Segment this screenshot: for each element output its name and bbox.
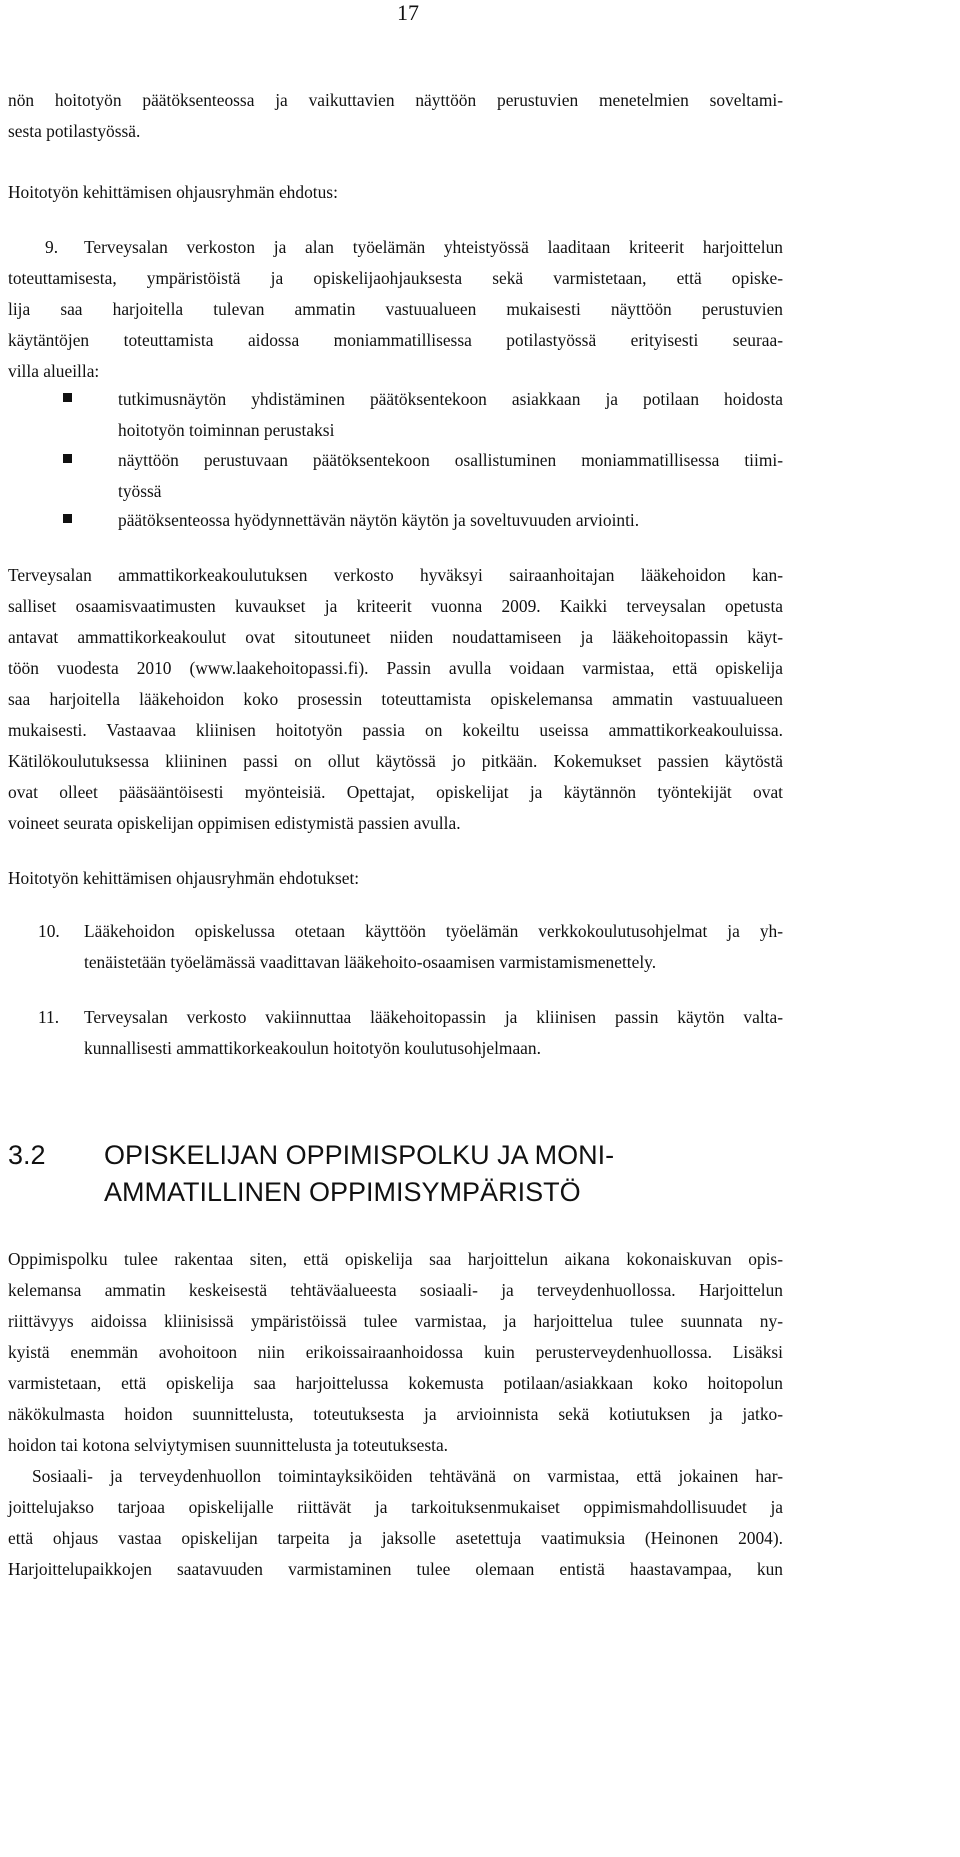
paragraph-line: Kätilökoulutuksessa kliininen passi on ollut käytössä jo pitkään. Kokemukset passien käytöstä xyxy=(8,751,783,771)
paragraph-line: Harjoittelupaikkojen saatavuuden varmistaminen tulee olemaan entistä haastavampaa, kun xyxy=(8,1559,783,1579)
list-item-number: 11. xyxy=(38,1007,60,1027)
paragraph-line: voineet seurata opiskelijan oppimisen edistymistä passien avulla. xyxy=(8,813,461,833)
list-item-line: lija saa harjoitella tulevan ammatin vastuualueen mukaisesti näyttöön perustuvien xyxy=(8,299,783,319)
list-item-line: villa alueilla: xyxy=(8,361,100,381)
paragraph-line: mukaisesti. Vastaavaa kliinisen hoitotyön passia on kokeiltu useissa ammattikorkeakouluissa. xyxy=(8,720,783,740)
paragraph-line: sesta potilastyössä. xyxy=(8,121,141,141)
bullet-line: työssä xyxy=(118,481,162,501)
paragraph-line: varmistetaan, että opiskelija saa harjoittelussa kokemusta potilaan/asiakkaan koko hoitopolun xyxy=(8,1373,783,1393)
section-number: 3.2 xyxy=(8,1140,46,1170)
paragraph-line: kyistä enemmän avohoitoon niin erikoissairaanhoidossa kuin perusterveydenhuollossa. Lisäksi xyxy=(8,1342,783,1362)
paragraph-line: töön vuodesta 2010 (www.laakehoitopassi.fi). Passin avulla voidaan varmistaa, että opiskelija xyxy=(8,658,783,678)
paragraph-line: riittävyys aidoissa kliinisissä ympäristöissä tulee varmistaa, ja harjoittelua tulee suunnata ny- xyxy=(8,1311,783,1331)
paragraph-line: Sosiaali- ja terveydenhuollon toimintayksiköiden tehtävänä on varmistaa, että jokainen har- xyxy=(32,1466,783,1486)
paragraph-line: ovat olleet pääsääntöisesti myönteisiä. Opettajat, opiskelijat ja käytännön työntekijät ovat xyxy=(8,782,783,802)
paragraph-line: antavat ammattikorkeakoulut ovat sitoutuneet niiden noudattamiseen ja lääkehoitopassin käyt- xyxy=(8,627,783,647)
list-item-line: kunnallisesti ammattikorkeakoulun hoitotyön koulutusohjelmaan. xyxy=(84,1038,541,1058)
page-number: 17 xyxy=(397,0,419,25)
bullet-line: hoitotyön toiminnan perustaksi xyxy=(118,420,335,440)
paragraph-line: salliset osaamisvaatimusten kuvaukset ja kriteerit vuonna 2009. Kaikki terveysalan opetusta xyxy=(8,596,783,616)
bullet-marker xyxy=(63,393,72,402)
list-item-line: Terveysalan verkosto vakiinnuttaa lääkehoitopassin ja kliinisen passin käytön valta- xyxy=(84,1007,783,1027)
bullet-line: näyttöön perustuvaan päätöksentekoon osallistuminen moniammatillisessa tiimi- xyxy=(118,450,783,470)
paragraph-line: hoidon tai kotona selviytymisen suunnittelusta ja toteutuksesta. xyxy=(8,1435,449,1455)
list-item-line: toteuttamisesta, ympäristöistä ja opiskelijaohjauksesta sekä varmistetaan, että opiske- xyxy=(8,268,783,288)
paragraph-line: nön hoitotyön päätöksenteossa ja vaikuttavien näyttöön perustuvien menetelmien soveltami- xyxy=(8,90,783,110)
paragraph-line: että ohjaus vastaa opiskelijan tarpeita ja jaksolle asetettuja vaatimuksia (Heinonen 2004). xyxy=(8,1528,783,1548)
paragraph-line: näkökulmasta hoidon suunnittelusta, toteutuksesta ja arvioinnista sekä kotiutuksen ja jatko- xyxy=(8,1404,783,1424)
bullet-line: päätöksenteossa hyödynnettävän näytön käytön ja soveltuvuuden arviointi. xyxy=(118,510,640,530)
paragraph-line: saa harjoitella lääkehoidon koko prosessin toteuttamista opiskelemansa ammatin vastuualueen xyxy=(8,689,783,709)
paragraph-line: kelemansa ammatin keskeisestä tehtäväalueesta sosiaali- ja terveydenhuollossa. Harjoittelun xyxy=(8,1280,783,1300)
bullet-line: tutkimusnäytön yhdistäminen päätöksentekoon asiakkaan ja potilaan hoidosta xyxy=(118,389,783,409)
list-item-line: Terveysalan verkoston ja alan työelämän yhteistyössä laaditaan kriteerit harjoittelun xyxy=(84,237,783,257)
paragraph-line: Terveysalan ammattikorkeakoulutuksen verkosto hyväksyi sairaanhoitajan lääkehoidon kan- xyxy=(8,565,783,585)
list-item-line: Lääkehoidon opiskelussa otetaan käyttöön työelämän verkkokoulutusohjelmat ja yh- xyxy=(84,921,783,941)
list-item-number: 9. xyxy=(45,237,59,257)
section-title-line: OPISKELIJAN OPPIMISPOLKU JA MONI- xyxy=(104,1140,615,1170)
paragraph-line: joittelujakso tarjoaa opiskelijalle riittävät ja tarkoituksenmukaiset oppimismahdollisuudet ja xyxy=(8,1497,783,1517)
list-item-line: käytäntöjen toteuttamista aidossa moniammatillisessa potilastyössä erityisesti seuraa- xyxy=(8,330,783,350)
bullet-marker xyxy=(63,454,72,463)
paragraph-line: Oppimispolku tulee rakentaa siten, että opiskelija saa harjoittelun aikana kokonaiskuvan opis- xyxy=(8,1249,783,1269)
proposals-heading: Hoitotyön kehittämisen ohjausryhmän ehdotukset: xyxy=(8,868,360,888)
section-title-line: AMMATILLINEN OPPIMISYMPÄRISTÖ xyxy=(104,1177,581,1207)
list-item-number: 10. xyxy=(38,921,60,941)
bullet-marker xyxy=(63,514,72,523)
proposal-heading: Hoitotyön kehittämisen ohjausryhmän ehdotus: xyxy=(8,182,338,202)
list-item-line: tenäistetään työelämässä vaadittavan lääkehoito-osaamisen varmistamismenettely. xyxy=(84,952,657,972)
